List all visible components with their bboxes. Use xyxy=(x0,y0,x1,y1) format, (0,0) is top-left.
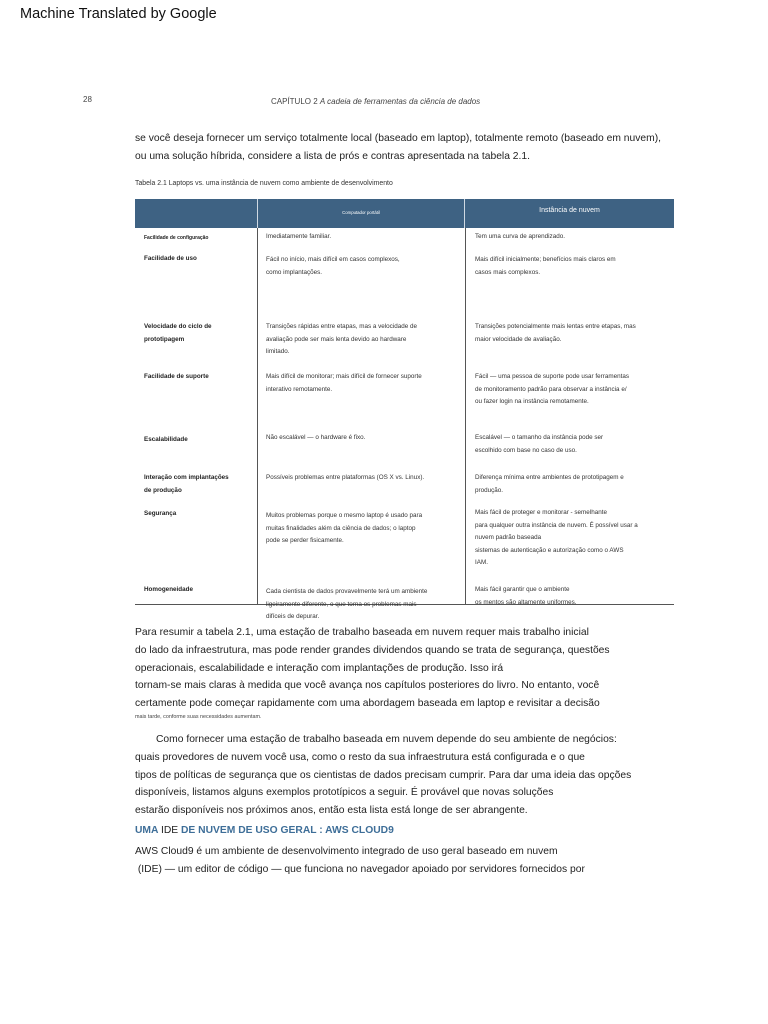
section-heading xyxy=(135,825,394,836)
machine-translation-banner: Machine Translated by Google xyxy=(20,6,217,22)
text-line: tornam-se mais claras à medida que você avança nos capítulos posteriores do livro. No entanto, você xyxy=(135,680,600,692)
text-line: AWS Cloud9 é um ambiente de desenvolvimento integrado de uso geral baseado em nuvem xyxy=(135,846,558,857)
laptop-cell: Cada cientista de dados provavelmente terá um ambiente ligeiramente diferente, o que torna os problemas mais difíceis de depurar. xyxy=(266,588,428,620)
row-label: Facilidade de suporte xyxy=(144,373,209,380)
running-head xyxy=(271,97,480,106)
text-line: do lado da infraestrutura, mas pode render grandes dividendos quando se trata de segurança, questões xyxy=(135,644,610,656)
summary-paragraph xyxy=(135,624,680,721)
row-label: Segurança xyxy=(144,510,177,517)
table-body xyxy=(135,228,674,620)
heading-word: DE NUVEM DE USO GERAL : AWS CLOUD9 xyxy=(181,825,394,836)
intro-paragraph xyxy=(135,130,680,166)
cloud-cell: Diferença mínima entre ambientes de prototipagem e produção. xyxy=(475,474,624,494)
how-to-paragraph xyxy=(135,731,680,820)
header-cloud: Instância de nuvem xyxy=(539,207,600,214)
text-line: estarão disponíveis nos próximos anos, então esta lista está longe de ser abrangente. xyxy=(135,805,528,817)
laptop-cell: Transições rápidas entre etapas, mas a velocidade de avaliação pode ser mais lenta devido ao hardware limitado. xyxy=(266,323,417,355)
comparison-table xyxy=(135,199,674,620)
cloud9-paragraph xyxy=(135,843,680,879)
laptop-cell: Imediatamente familiar. xyxy=(266,233,332,240)
text-line: disponíveis, listamos alguns exemplos prototípicos a seguir. É provável que novas soluções xyxy=(135,787,554,799)
row-label: Facilidade de uso xyxy=(144,255,197,262)
page-number: 28 xyxy=(83,95,92,104)
text-line-small: mais tarde, conforme suas necessidades aumentam. xyxy=(135,713,262,720)
column-divider xyxy=(465,228,466,604)
row-label: Escalabilidade xyxy=(144,436,188,443)
header-empty xyxy=(135,199,258,228)
laptop-cell: Muitos problemas porque o mesmo laptop é usado para muitas finalidades além da ciência de dados; o laptop pode se perder fisicamente. xyxy=(266,512,423,544)
column-divider xyxy=(257,228,258,604)
cloud-cell: Transições potencialmente mais lentas entre etapas, mas maior velocidade de avaliação. xyxy=(475,323,636,343)
text-line: Para resumir a tabela 2.1, uma estação de trabalho baseada em nuvem requer mais trabalho inicial xyxy=(135,627,589,638)
laptop-cell: Possíveis problemas entre plataformas (OS X vs. Linux). xyxy=(266,474,425,481)
table-header xyxy=(135,199,674,228)
text-line: certamente pode começar rapidamente com uma abordagem baseada em laptop e revisitar a decisão xyxy=(135,698,600,710)
cloud-cell: Tem uma curva de aprendizado. xyxy=(475,233,565,240)
row-label: Velocidade do ciclo de prototipagem xyxy=(144,323,212,343)
laptop-cell: Não escalável — o hardware é fixo. xyxy=(266,434,366,441)
text-line: Como fornecer uma estação de trabalho baseada em nuvem depende do seu ambiente de negócios: xyxy=(156,734,617,745)
cloud-cell: Mais difícil inicialmente; benefícios mais claros em casos mais complexos. xyxy=(475,256,616,276)
running-head-chapter: CAPÍTULO 2 xyxy=(271,97,318,106)
text-line: ou uma solução híbrida, considere a lista de prós e contras apresentada na tabela 2.1. xyxy=(135,150,530,162)
row-label: Homogeneidade xyxy=(144,586,193,593)
row-label: Facilidade de configuração xyxy=(144,235,209,241)
running-head-title: A cadeia de ferramentas da ciência de dados xyxy=(319,97,481,106)
text-line: tipos de políticas de segurança que os cientistas de dados precisam cumprir. Para dar uma ideia das opções xyxy=(135,769,632,781)
laptop-cell: Fácil no início, mais difícil em casos complexos, como implantações. xyxy=(266,256,400,276)
cloud-cell: Escalável — o tamanho da instância pode ser escolhido com base no caso de uso. xyxy=(475,434,604,454)
text-line: quais provedores de nuvem você usa, como o resto da sua infraestrutura está configurada e o que xyxy=(135,751,585,763)
laptop-cell: Mais difícil de monitorar; mais difícil de fornecer suporte interativo remotamente. xyxy=(266,373,422,393)
cloud-cell: Fácil — uma pessoa de suporte pode usar ferramentas de monitoramento padrão para observar a instância e/ ou fazer login na instância remotamente. xyxy=(475,373,630,405)
text-line: se você deseja fornecer um serviço totalmente local (baseado em laptop), totalmente remoto (baseado em nuvem), xyxy=(135,133,661,144)
row-label: Interação com implantações de produção xyxy=(144,474,229,494)
header-laptop: Computador portátil xyxy=(258,199,465,228)
heading-word: IDE xyxy=(160,825,179,836)
text-line: (IDE) — um editor de código — que funciona no navegador apoiado por servidores fornecidos por xyxy=(135,863,585,875)
cloud-cell: Mais fácil garantir que o ambiente os mentos são altamente uniformes. xyxy=(475,586,577,606)
table-caption: Tabela 2.1 Laptops vs. uma instância de nuvem como ambiente de desenvolvimento xyxy=(135,180,393,187)
heading-word: UMA xyxy=(135,825,159,836)
cloud-cell: Mais fácil de proteger e monitorar - semelhante para qualquer outra instância de nuvem. É possível usar a nuvem padrão baseada sistemas de autenticação e autorização como o AWS IAM. xyxy=(475,509,638,566)
text-line: operacionais, escalabilidade e interação com implantações de produção. Isso irá xyxy=(135,662,504,674)
